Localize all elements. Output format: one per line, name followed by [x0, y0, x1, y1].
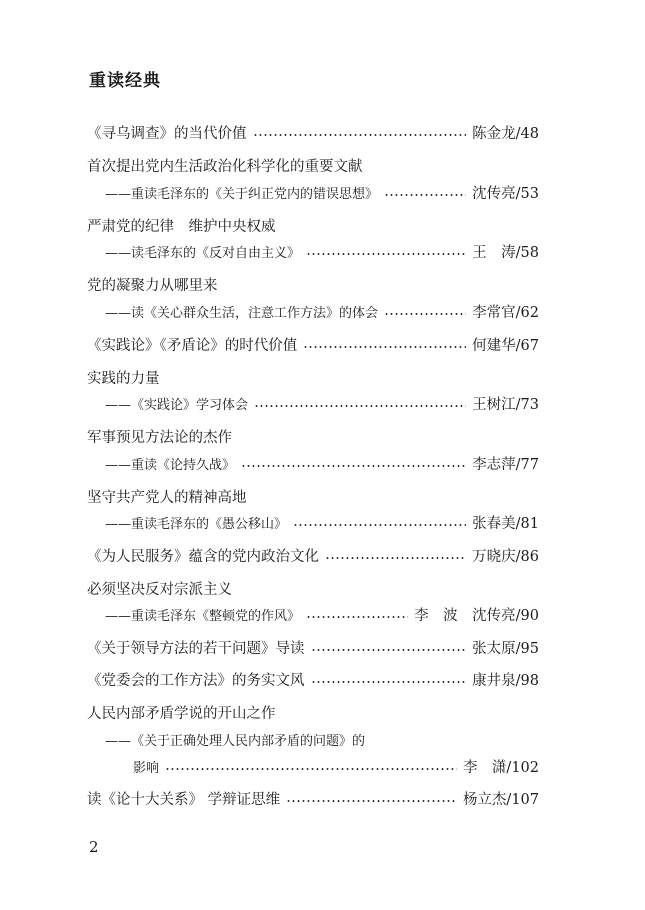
toc-entry[interactable]	[87, 666, 539, 692]
leader-dots	[325, 557, 466, 559]
toc-entry-subtitle-text: ——重读《论持久战》	[105, 457, 236, 473]
toc-entry-title: 《为人民服务》蕴含的党内政治文化	[87, 548, 319, 565]
page-number: 2	[89, 838, 99, 856]
toc-entry-title: 读《论十大关系》 学辩证思维	[87, 791, 281, 808]
toc-entry-subtitle[interactable]	[87, 601, 539, 627]
toc-entry-author-page: 张春美/81	[472, 515, 539, 532]
toc-entry-subtitle-text: ——重读毛泽东的《关于纠正党内的错误思想》	[105, 186, 379, 202]
toc-entry[interactable]	[87, 575, 539, 601]
leader-dots	[384, 194, 466, 196]
toc-entry-author-page: 王 涛/58	[472, 244, 539, 261]
toc-entry-subtitle-text: ——读《关心群众生活，注意工作方法》的体会	[105, 305, 379, 321]
toc-entry-title: 首次提出党内生活政治化科学化的重要文献	[87, 158, 363, 175]
leader-dots	[253, 134, 467, 136]
toc-entry[interactable]	[87, 542, 539, 568]
toc-entry-subtitle[interactable]	[87, 390, 539, 416]
leader-dots	[306, 616, 408, 618]
toc-entry-author-page: 李志萍/77	[472, 456, 539, 473]
leader-dots	[165, 768, 457, 770]
section-title: 重读经典	[89, 71, 161, 91]
toc-entry-author-page: 李 潇/102	[462, 759, 539, 776]
leader-dots	[311, 649, 467, 651]
toc-entry[interactable]	[87, 271, 539, 297]
leader-dots	[306, 253, 466, 255]
toc-entry[interactable]	[87, 119, 539, 145]
toc-entry-author-page: 李 波 沈传亮/90	[414, 607, 539, 624]
leader-dots	[293, 524, 466, 526]
toc-entry-subtitle-text: 影响	[133, 760, 160, 776]
toc-entry[interactable]	[87, 483, 539, 509]
leader-dots	[311, 681, 467, 683]
toc-entry[interactable]	[87, 699, 539, 725]
toc-entry[interactable]	[87, 423, 539, 449]
toc-entry[interactable]	[87, 634, 539, 660]
toc-entry-title: 《寻乌调查》的当代价值	[87, 125, 247, 142]
toc-entry-subtitle-text: ——《关于正确处理人民内部矛盾的问题》的	[105, 733, 366, 749]
leader-dots	[303, 346, 466, 348]
toc-entry-author-page: 万晓庆/86	[472, 548, 539, 565]
leader-dots	[384, 313, 466, 315]
toc-entry-author-page: 陈金龙/48	[472, 125, 539, 142]
toc-entry-title: 《实践论》《矛盾论》的时代价值	[87, 337, 298, 354]
toc-entry[interactable]	[87, 212, 539, 238]
toc-entry-subtitle-text: ——重读毛泽东的《愚公移山》	[105, 516, 288, 532]
toc-entry-title: 《关于领导方法的若干问题》导读	[87, 640, 305, 657]
toc-entry-subtitle-continued[interactable]	[87, 753, 539, 779]
toc-entry-title: 人民内部矛盾学说的开山之作	[87, 705, 276, 722]
toc-entry-subtitle[interactable]	[87, 238, 539, 264]
toc-entry-subtitle[interactable]	[87, 726, 539, 752]
toc-entry-author-page: 李常官/62	[472, 304, 539, 321]
toc-entry-title: 实践的力量	[87, 370, 160, 387]
toc-entry[interactable]	[87, 364, 539, 390]
toc-entry-subtitle-text: ——《实践论》学习体会	[105, 397, 249, 413]
toc-entry-author-page: 沈传亮/53	[472, 185, 539, 202]
toc-entry-author-page: 张太原/95	[472, 640, 539, 657]
toc-entry[interactable]	[87, 152, 539, 178]
toc-entry-author-page: 王树江/73	[472, 396, 539, 413]
toc-entry-title: 严肃党的纪律 维护中央权威	[87, 218, 276, 235]
toc-entry-subtitle[interactable]	[87, 179, 539, 205]
toc-entry-subtitle[interactable]	[87, 509, 539, 535]
toc-entry-author-page: 何建华/67	[472, 337, 539, 354]
toc-entry-title: 坚守共产党人的精神高地	[87, 489, 247, 506]
toc-entry-author-page: 杨立杰/107	[462, 791, 539, 808]
toc-entry-title: 《党委会的工作方法》的务实文风	[87, 672, 305, 689]
toc-entry[interactable]	[87, 331, 539, 357]
leader-dots	[241, 465, 466, 467]
toc-entry-subtitle-text: ——重读毛泽东《整顿党的作风》	[105, 608, 301, 624]
toc-entry-author-page: 康井泉/98	[472, 672, 539, 689]
leader-dots	[286, 800, 457, 802]
toc-entry-title: 党的凝聚力从哪里来	[87, 277, 218, 294]
toc-entry-title: 必须坚决反对宗派主义	[87, 581, 232, 598]
toc-entry-title: 军事预见方法论的杰作	[87, 429, 232, 446]
toc-entry-subtitle[interactable]	[87, 450, 539, 476]
leader-dots	[254, 405, 466, 407]
toc-entry-subtitle-text: ——读毛泽东的《反对自由主义》	[105, 245, 301, 261]
toc-entry[interactable]	[87, 785, 539, 811]
toc-entry-subtitle[interactable]	[87, 298, 539, 324]
